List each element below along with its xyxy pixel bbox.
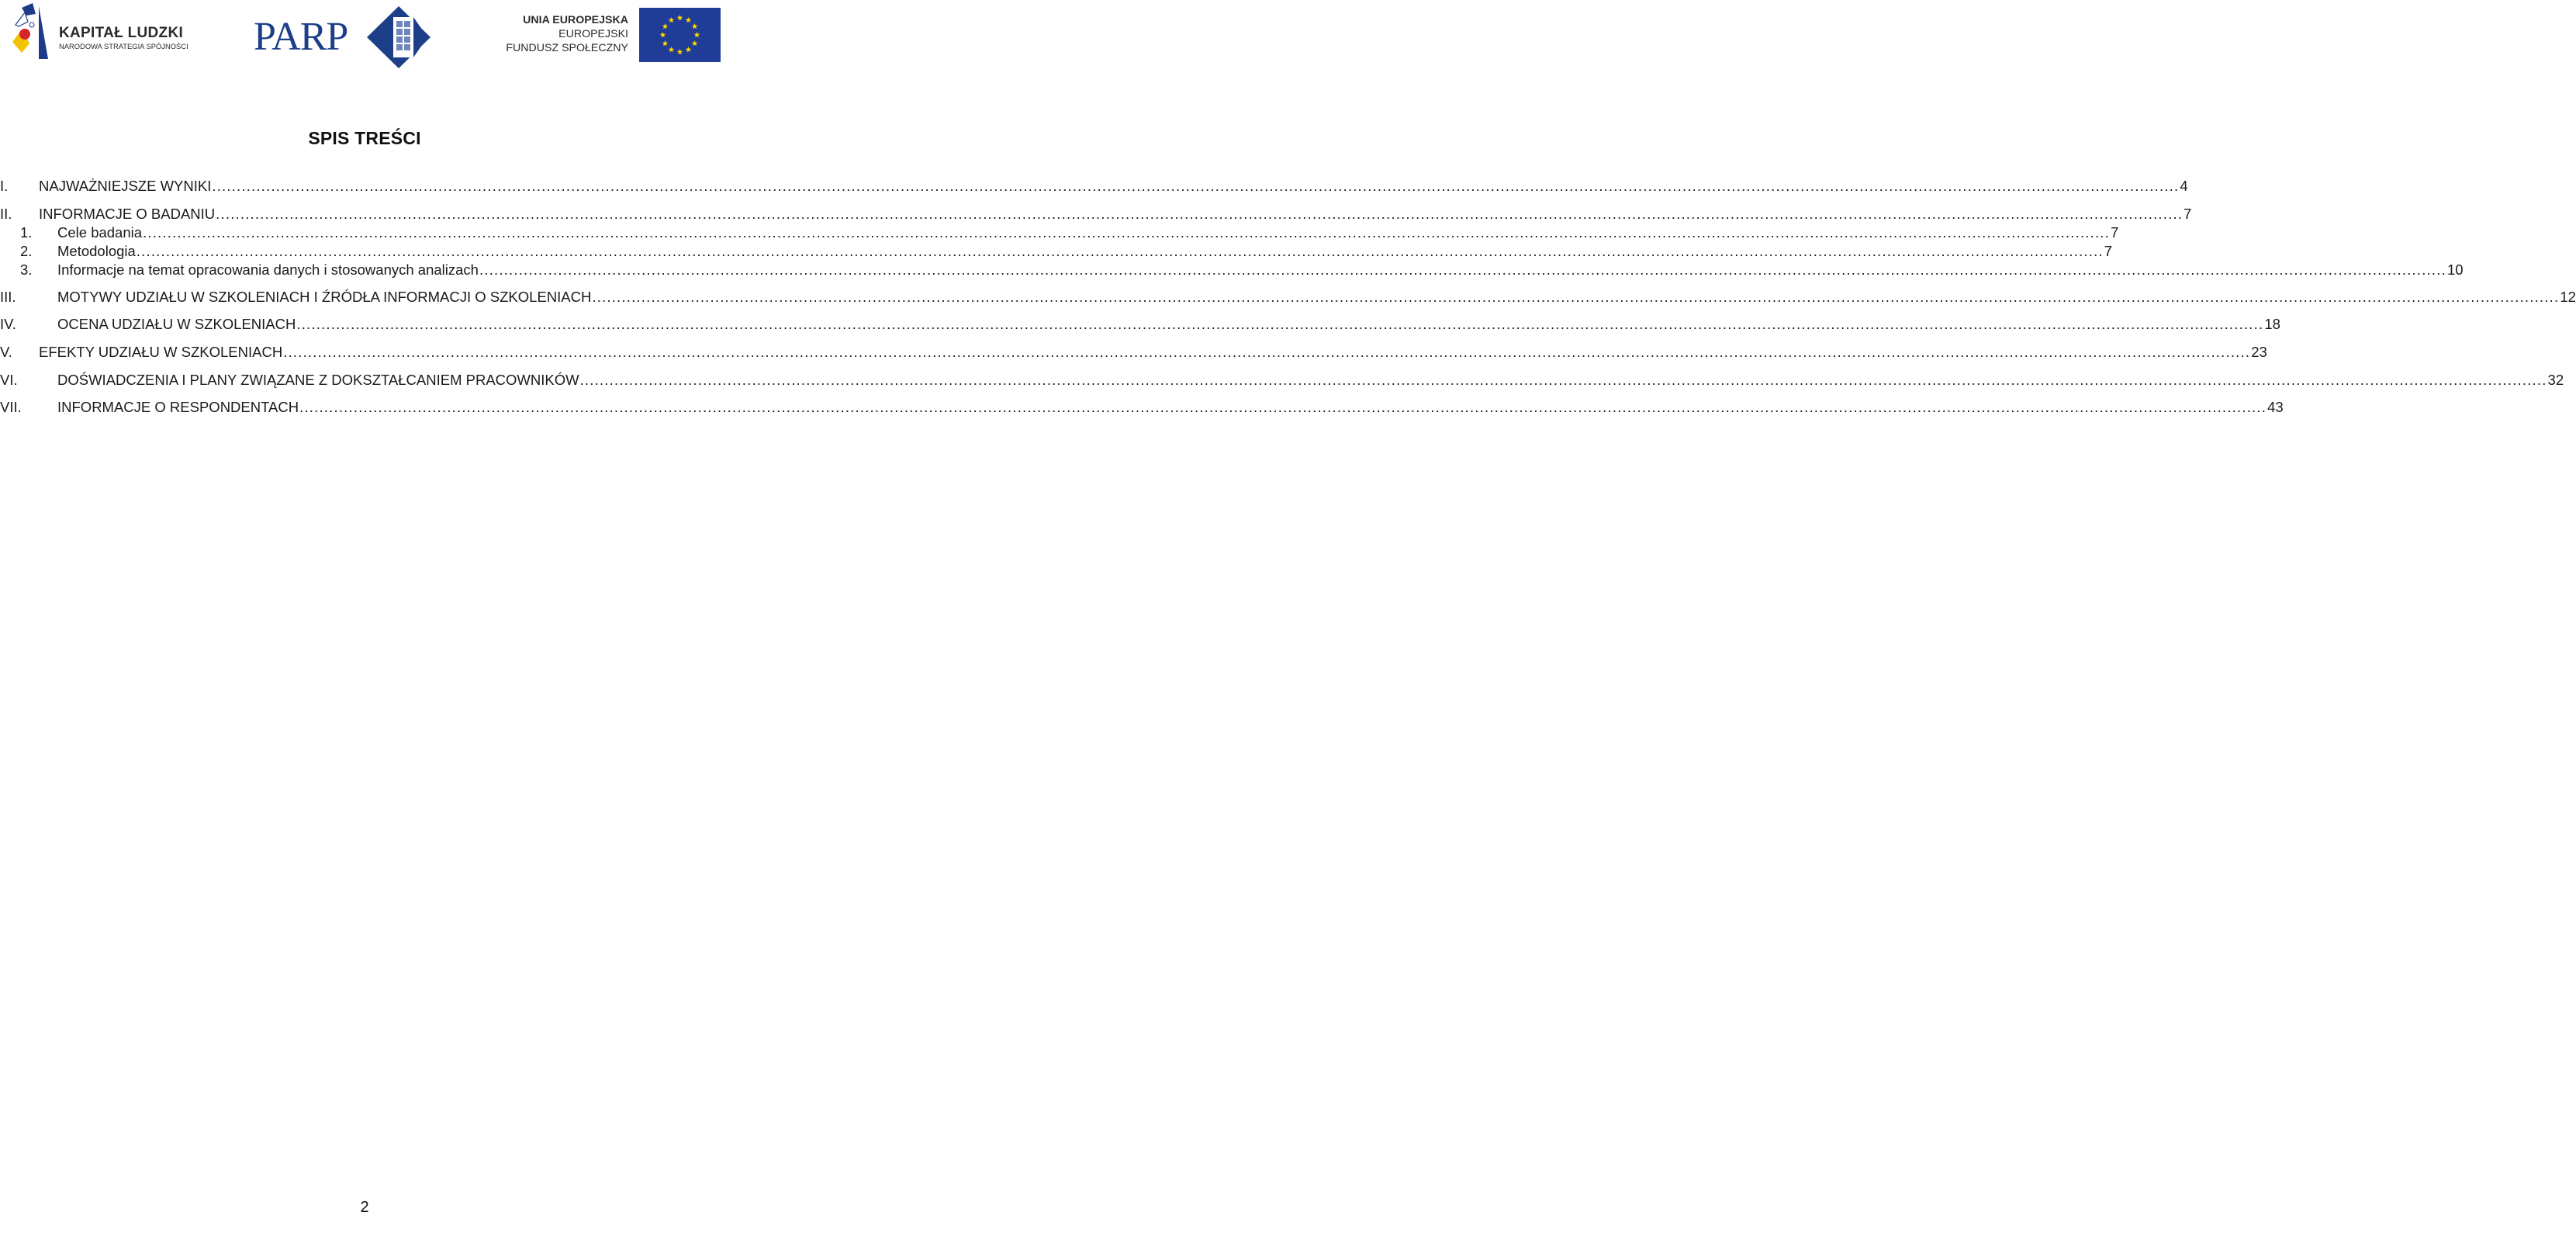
toc-entry-page: 7 bbox=[2111, 224, 2119, 241]
parp-diamond-icon bbox=[365, 5, 432, 70]
toc-entry-number: VII. bbox=[0, 399, 22, 415]
toc-dot-leader: ................................................................................................................................................................................................................................................................................................................................................................................................................ bbox=[592, 289, 2560, 305]
parp-wordmark: PARP bbox=[254, 15, 348, 59]
toc-entry-number: V. bbox=[0, 344, 12, 360]
efs-line-2: FUNDUSZ SPOŁECZNY bbox=[506, 42, 628, 54]
eu-name: UNIA EUROPEJSKA bbox=[523, 14, 628, 26]
toc-entry[interactable] bbox=[0, 224, 2119, 243]
toc-entry-label: Cele badania bbox=[57, 224, 143, 241]
kapital-ludzki-title: KAPITAŁ LUDZKI bbox=[59, 25, 184, 41]
toc-dot-leader: ................................................................................................................................................................................................................................................................................................................................................................................................................ bbox=[479, 261, 2446, 278]
toc-dot-leader: ................................................................................................................................................................................................................................................................................................................................................................................................................ bbox=[136, 243, 2104, 259]
toc-dot-leader: ................................................................................................................................................................................................................................................................................................................................................................................................................ bbox=[143, 224, 2110, 241]
toc-dot-leader: ................................................................................................................................................................................................................................................................................................................................................................................................................ bbox=[299, 399, 2267, 415]
toc-entry-label: NAJWAŻNIEJSZE WYNIKI bbox=[39, 178, 212, 194]
toc-dot-leader: ................................................................................................................................................................................................................................................................................................................................................................................................................ bbox=[283, 344, 2251, 360]
toc-entry-number: II. bbox=[0, 206, 12, 222]
toc-entry-page: 7 bbox=[2184, 206, 2192, 222]
toc-entry-label: INFORMACJE O BADANIU bbox=[39, 206, 216, 222]
toc-entry-page: 43 bbox=[2267, 399, 2284, 415]
toc-dot-leader: ................................................................................................................................................................................................................................................................................................................................................................................................................ bbox=[579, 372, 2547, 388]
toc-entry[interactable] bbox=[0, 243, 2113, 261]
toc-entry-number: I. bbox=[0, 178, 9, 194]
toc-entry-page: 10 bbox=[2446, 261, 2464, 278]
parp-logo bbox=[254, 5, 434, 70]
toc-entry-label: MOTYWY UDZIAŁU W SZKOLENIACH I ŹRÓDŁA INFORMACJI O SZKOLENIACH bbox=[57, 289, 592, 305]
toc-entry[interactable] bbox=[0, 399, 2284, 417]
toc-entry-label: OCENA UDZIAŁU W SZKOLENIACH bbox=[57, 316, 296, 332]
kapital-ludzki-emblem-icon bbox=[8, 3, 56, 62]
toc-entry-number: 2. bbox=[20, 243, 33, 259]
toc-dot-leader: ................................................................................................................................................................................................................................................................................................................................................................................................................ bbox=[296, 316, 2264, 332]
page-number: 2 bbox=[360, 1199, 369, 1216]
toc-entry[interactable] bbox=[0, 316, 2280, 334]
toc-entry-number: IV. bbox=[0, 316, 16, 332]
toc-entry[interactable] bbox=[0, 178, 2188, 196]
efs-line-1: EUROPEJSKI bbox=[558, 28, 628, 40]
page-title: SPIS TREŚCI bbox=[308, 128, 421, 148]
toc-entry[interactable] bbox=[0, 289, 2576, 307]
toc-entry-page: 12 bbox=[2560, 289, 2576, 305]
kapital-ludzki-subtitle: NARODOWA STRATEGIA SPÓJNOŚCI bbox=[59, 42, 188, 50]
toc-entry[interactable] bbox=[0, 261, 2464, 280]
toc-entry-page: 4 bbox=[2180, 178, 2188, 194]
toc-entry-label: Metodologia bbox=[57, 243, 136, 259]
toc-entry-label: DOŚWIADCZENIA I PLANY ZWIĄZANE Z DOKSZTAŁCANIEM PRACOWNIKÓW bbox=[57, 372, 579, 388]
toc-entry[interactable] bbox=[0, 206, 2192, 224]
toc-entry-number: 1. bbox=[20, 224, 33, 241]
toc-entry-label: Informacje na temat opracowania danych i stosowanych analizach bbox=[57, 261, 479, 278]
toc-entry-page: 32 bbox=[2547, 372, 2564, 388]
toc-entry-label: INFORMACJE O RESPONDENTACH bbox=[57, 399, 299, 415]
toc-entry-page: 7 bbox=[2104, 243, 2113, 259]
toc-entry-page: 23 bbox=[2251, 344, 2267, 360]
toc-entry-number: VI. bbox=[0, 372, 18, 388]
toc-entry-page: 18 bbox=[2264, 316, 2280, 332]
toc-entry[interactable] bbox=[0, 372, 2564, 390]
toc-entry[interactable] bbox=[0, 344, 2267, 362]
toc-entry-number: III. bbox=[0, 289, 16, 305]
toc-dot-leader: ................................................................................................................................................................................................................................................................................................................................................................................................................ bbox=[216, 206, 2184, 222]
toc-entry-label: EFEKTY UDZIAŁU W SZKOLENIACH bbox=[39, 344, 283, 360]
toc-dot-leader: ................................................................................................................................................................................................................................................................................................................................................................................................................ bbox=[212, 178, 2180, 194]
toc-entry-number: 3. bbox=[20, 261, 33, 278]
eu-efs-logo bbox=[506, 8, 737, 64]
eu-flag-icon bbox=[639, 8, 721, 62]
kapital-ludzki-logo bbox=[8, 3, 202, 62]
